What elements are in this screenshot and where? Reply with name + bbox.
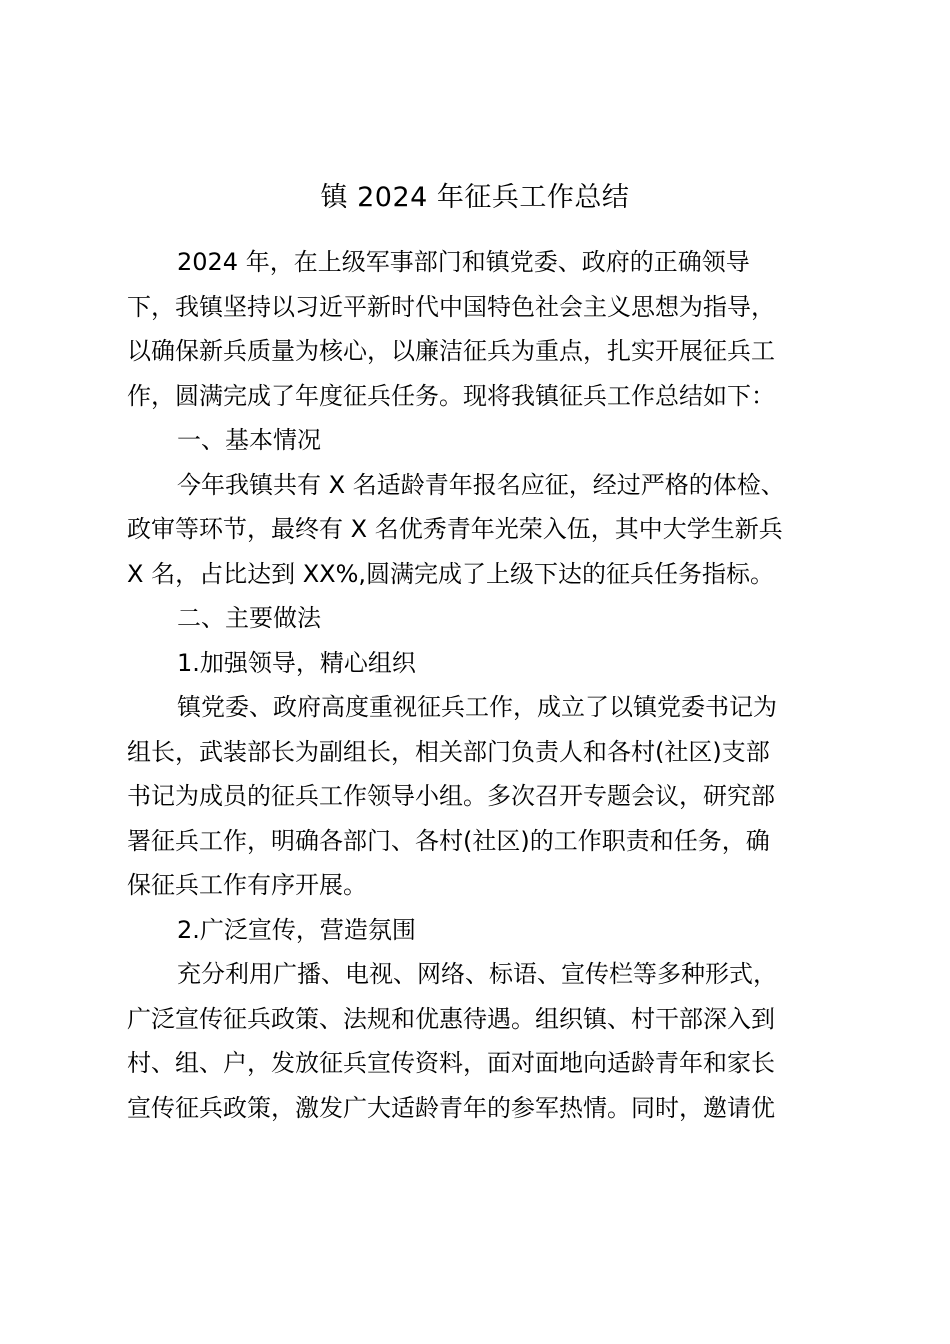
body-text-line: 组长，武装部长为副组长，相关部门负责人和各村(社区)支部 xyxy=(127,737,770,766)
body-text-line: 2024 年，在上级军事部门和镇党委、政府的正确领导 xyxy=(177,248,750,276)
body-text-line: 今年我镇共有 X 名适龄青年报名应征，经过严格的体检、 xyxy=(177,470,785,499)
document-title: 镇 2024 年征兵工作总结 xyxy=(320,182,630,213)
body-text-line: 宣传征兵政策，激发广大适龄青年的参军热情。同时，邀请优 xyxy=(127,1093,775,1122)
body-text-line: X 名，占比达到 XX%,圆满完成了上级下达的征兵任务指标。 xyxy=(127,559,775,588)
body-text-line: 作，圆满完成了年度征兵任务。现将我镇征兵工作总结如下： xyxy=(127,381,775,410)
body-text-line: 下，我镇坚持以习近平新时代中国特色社会主义思想为指导， xyxy=(127,292,775,321)
body-text-line: 2.广泛宣传，营造氛围 xyxy=(177,915,416,944)
body-text-line: 书记为成员的征兵工作领导小组。多次召开专题会议，研究部 xyxy=(127,782,775,810)
body-text-line: 政审等环节，最终有 X 名优秀青年光荣入伍，其中大学生新兵 xyxy=(127,515,783,543)
body-text-line: 1.加强领导，精心组织 xyxy=(177,648,416,677)
body-text-line: 保征兵工作有序开展。 xyxy=(127,871,367,899)
body-text-line: 署征兵工作，明确各部门、各村(社区)的工作职责和任务，确 xyxy=(127,826,770,855)
body-text-line: 充分利用广播、电视、网络、标语、宣传栏等多种形式， xyxy=(177,960,777,988)
body-text-line: 村、组、户，发放征兵宣传资料，面对面地向适龄青年和家长 xyxy=(127,1049,775,1077)
body-text-line: 以确保新兵质量为核心，以廉洁征兵为重点，扎实开展征兵工 xyxy=(127,337,775,365)
body-text-line: 二、主要做法 xyxy=(177,604,321,632)
document-body xyxy=(127,240,827,1130)
body-text-line: 广泛宣传征兵政策、法规和优惠待遇。组织镇、村干部深入到 xyxy=(127,1004,775,1033)
body-text-line: 镇党委、政府高度重视征兵工作，成立了以镇党委书记为 xyxy=(177,693,777,721)
body-text-line: 一、基本情况 xyxy=(177,426,321,454)
